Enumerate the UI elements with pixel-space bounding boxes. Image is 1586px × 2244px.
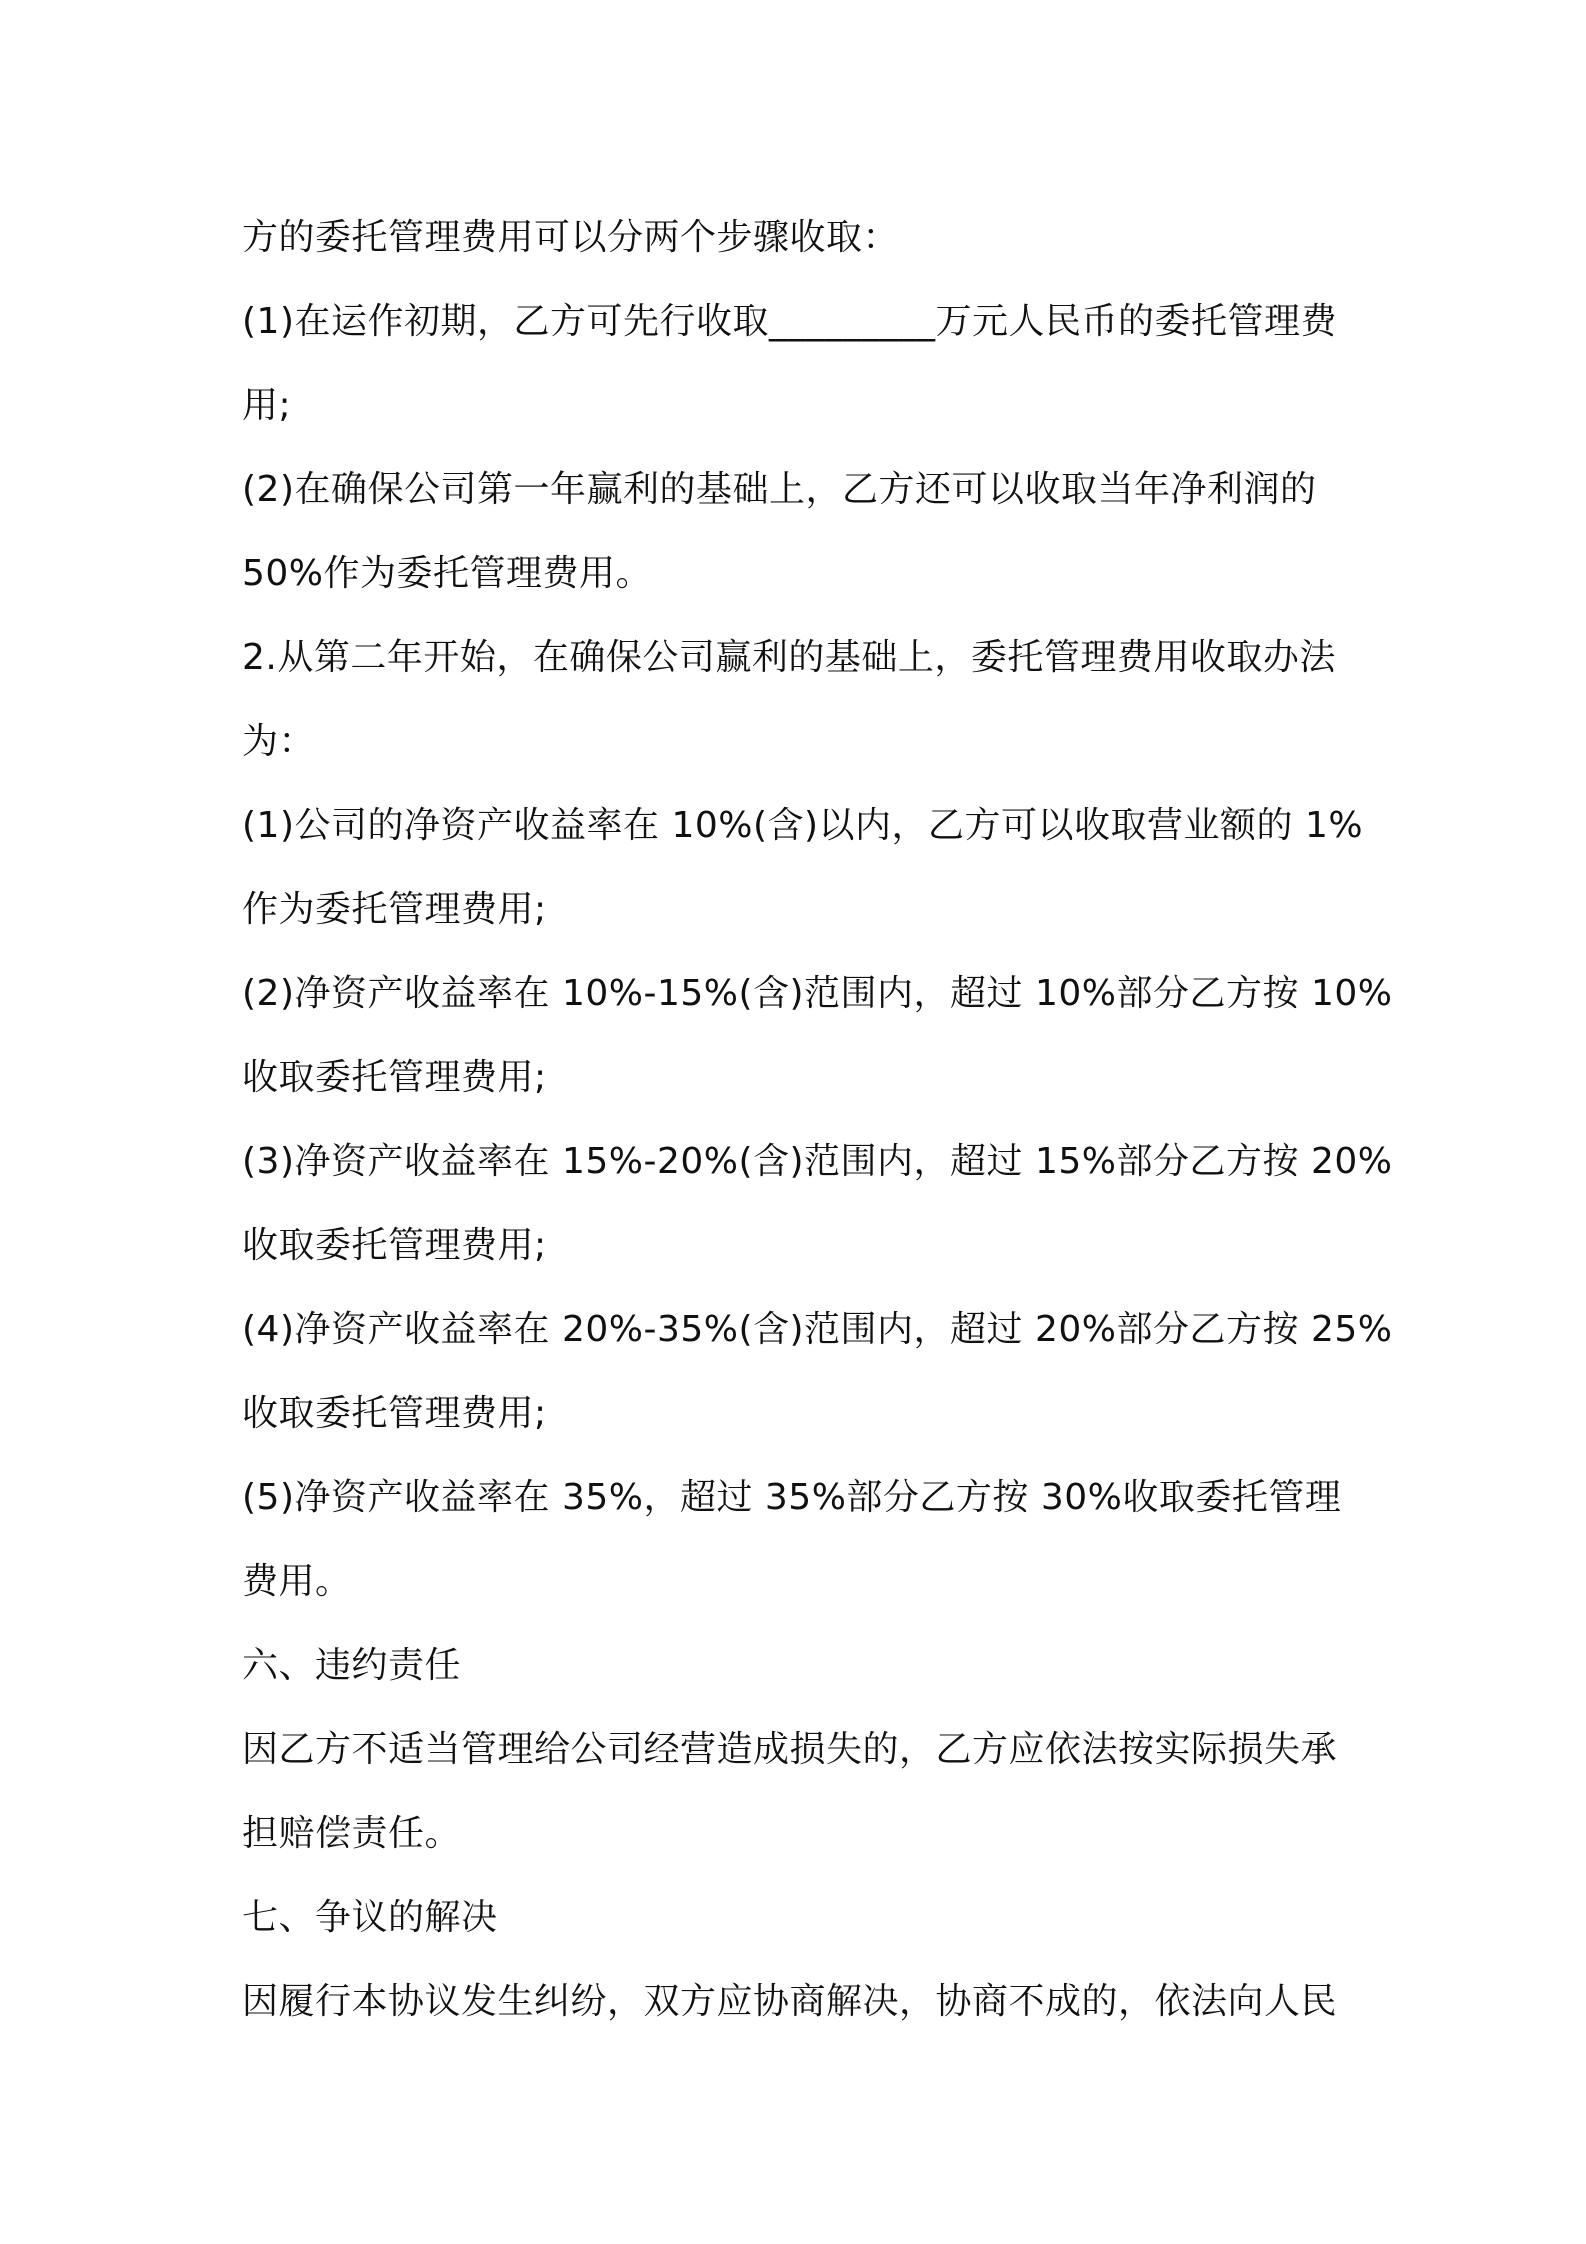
text-line: 收取委托管理费用;: [242, 1057, 547, 1098]
text-line: 2.从第二年开始，在确保公司赢利的基础上，委托管理费用收取办法: [242, 637, 1336, 678]
text-line: 方的委托管理费用可以分两个步骤收取：: [242, 217, 900, 258]
text-line: 作为委托管理费用;: [242, 889, 547, 930]
text-line: (1)公司的净资产收益率在 10%(含)以内，乙方可以收取营业额的 1%: [242, 805, 1364, 846]
section-heading: 六、违约责任: [242, 1645, 462, 1686]
text-line: 因履行本协议发生纠纷，双方应协商解决，协商不成的，依法向人民: [242, 1981, 1338, 2022]
text-line: (2)净资产收益率在 10%-15%(含)范围内，超过 10%部分乙方按 10%: [242, 973, 1393, 1014]
text-line: (1)在运作初期，乙方可先行收取_________万元人民币的委托管理费: [242, 301, 1337, 342]
document-body: [242, 196, 1393, 2044]
text-line: 收取委托管理费用;: [242, 1393, 547, 1434]
text-line: 费用。: [242, 1561, 352, 1602]
section-heading: 七、争议的解决: [242, 1897, 498, 1938]
text-line: 收取委托管理费用;: [242, 1225, 547, 1266]
text-line: (4)净资产收益率在 20%-35%(含)范围内，超过 20%部分乙方按 25%: [242, 1309, 1393, 1350]
text-line: (5)净资产收益率在 35%，超过 35%部分乙方按 30%收取委托管理: [242, 1477, 1342, 1518]
text-line: (2)在确保公司第一年赢利的基础上，乙方还可以收取当年净利润的: [242, 469, 1317, 510]
text-line: 用;: [242, 385, 292, 426]
text-line: 50%作为委托管理费用。: [242, 553, 653, 594]
text-line: 因乙方不适当管理给公司经营造成损失的，乙方应依法按实际损失承: [242, 1729, 1338, 1770]
text-line: 为：: [242, 721, 316, 762]
text-line: (3)净资产收益率在 15%-20%(含)范围内，超过 15%部分乙方按 20%: [242, 1141, 1393, 1182]
text-line: 担赔偿责任。: [242, 1813, 462, 1854]
